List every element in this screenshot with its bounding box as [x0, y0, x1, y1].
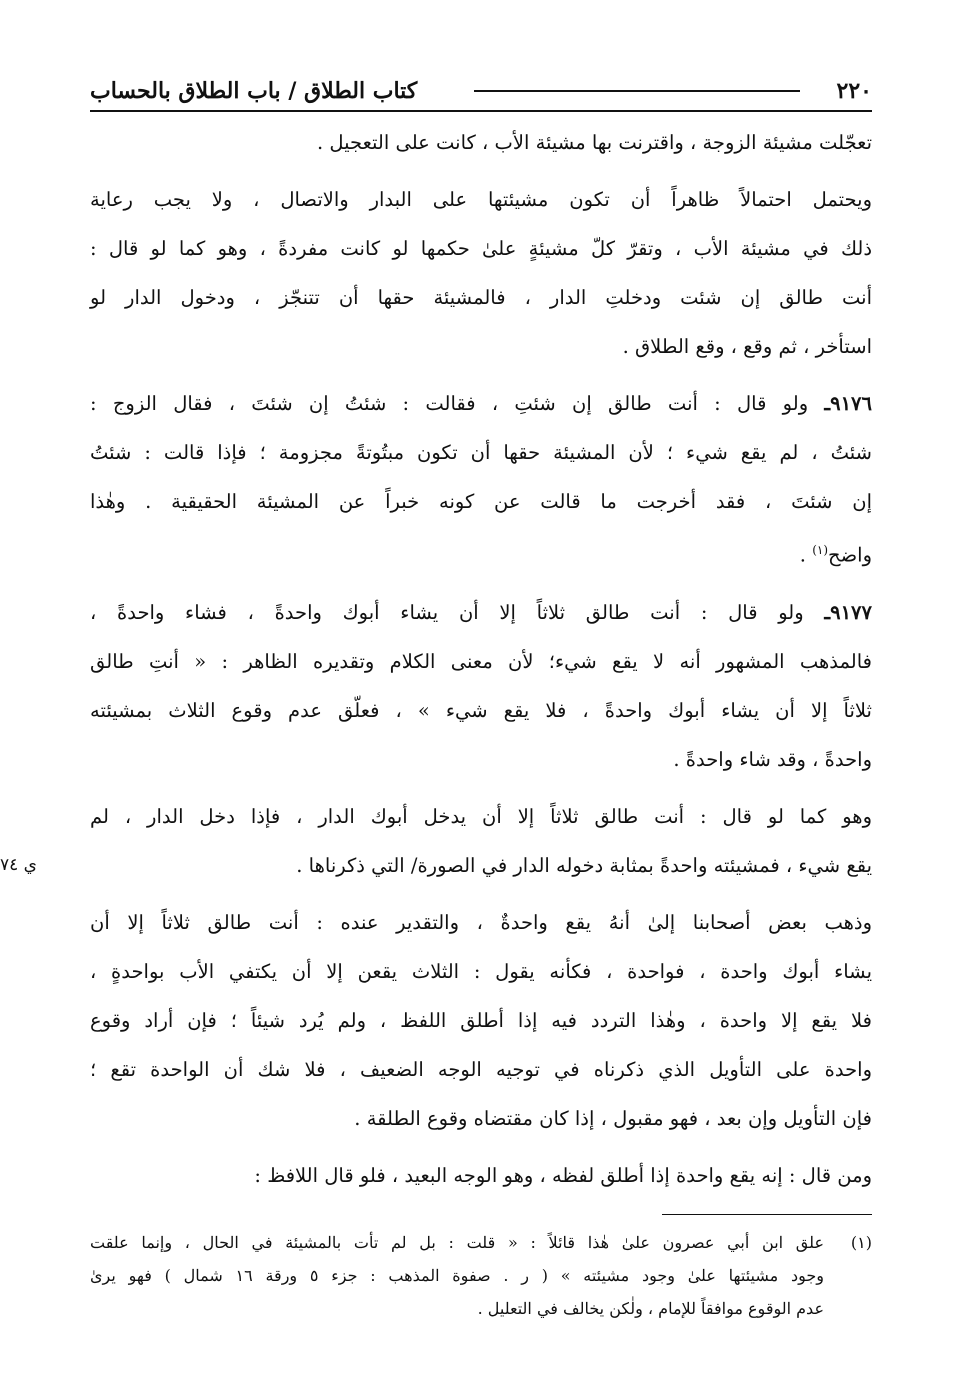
- text-line: واحدة على التأويل الذي ذكرناه في توجيه الوجه الضعيف ، فلا شك أن الواحدة تقع ؛: [90, 1057, 872, 1081]
- text-line: أنت طالق إن شئت ودخلتِ الدار ، فالمشيئة حقها أن تتنجّز ، ودخول الدار لو: [90, 286, 872, 309]
- running-title: كتاب الطلاق / باب الطلاق بالحساب: [90, 78, 418, 104]
- text-line: واحدةً ، وقد شاء واحدةً .: [673, 747, 872, 771]
- text-fragment: ولو قال : أنت طالق ثلاثاً إلا أن يشاء أبوك واحدةً ، فشاء واحدةً ،: [90, 600, 804, 624]
- text-line: ذلك في مشيئة الأب ، وتقرّ كلّ مشيئةٍ علىٰ حكمها لو كانت مفردةً ، وهو كما لو قال :: [90, 237, 872, 260]
- text-line: ثلاثاً إلا أن يشاء أبوك واحدةً ، فلا يقع شيء » ، فعلّق عدم وقوع الثلاث بمشيئته: [90, 698, 872, 722]
- paragraph-9177: [90, 588, 872, 784]
- paragraph: [0, 792, 873, 890]
- text-line: فالمذهب المشهور أنه لا يقع شيء؛ لأن معنى الكلام وتقديره الظاهر : « أنتِ طالق: [90, 649, 872, 673]
- footnote-reference[interactable]: (١): [812, 543, 829, 557]
- issue-number: ٩١٧٧ـ: [824, 600, 872, 624]
- footnote-line: عدم الوقوع موافقاً للإمام ، ولٰكن يخالف في التعليل .: [477, 1298, 824, 1318]
- text-line: ويحتمل احتمالاً ظاهراً أن تكون مشيئتها على البدار والاتصال ، ولا يجب رعاية: [90, 188, 872, 211]
- text-line: شئتُ ، لم يقع شيء ؛ لأن المشيئة حقها أن تكون مبتُوتةً مجزومة ؛ فإذا قالت : شئتُ: [90, 441, 872, 464]
- text-fragment: ولو قال : أنت طالق إن شئتِ ، فقالت : شئتُ إن شئتَ ، فقال الزوج :: [90, 392, 809, 415]
- text-line: [90, 526, 872, 580]
- manuscript-margin-note: ي ٧٤: [0, 854, 37, 875]
- book-page: [0, 76, 873, 1325]
- running-header: [90, 76, 872, 112]
- footnote-marker: (١): [850, 1232, 872, 1252]
- text-line: تعجّلت مشيئة الزوجة ، واقترنت بها مشيئة الأب ، كانت على التعجيل .: [316, 131, 872, 154]
- text-line: إن شئتَ ، فقد أخرجت ما قالت عن كونه خبراً عن المشيئة الحقيقية . وهٰذا: [90, 490, 872, 513]
- text-line: فإن التأويل وإن بعد ، فهو مقبول ، إذا كان مقتضاه وقوع الطلقة .: [354, 1106, 872, 1130]
- text-line: يشاء أبوك واحدة ، فواحدة ، فكأنه يقول : الثلاث يقعن إلا أن يكتفي الأب بواحدةٍ ،: [90, 959, 872, 983]
- footnote-separator: [662, 1214, 872, 1215]
- footnote: [90, 1226, 872, 1325]
- text-line: [90, 379, 872, 428]
- text-line: وهو كما لو قال : أنت طالق ثلاثاً إلا أن يدخل أبوك الدار ، فإذا دخل الدار ، لم: [90, 804, 873, 828]
- text-fragment: واضح: [828, 543, 872, 567]
- text-fragment: .: [799, 543, 813, 567]
- text-line: [90, 588, 872, 637]
- text-line: ومن قال : إنه يقع واحدة إذا أطلق لفظه ، وهو الوجه البعيد ، فلو قال اللافظ :: [254, 1163, 872, 1187]
- paragraph-9176: [90, 379, 872, 580]
- footnote-line: وجود مشيئتها علىٰ وجود مشيئته » ( ر . صفوة المذهب : جزء ٥ ورقة ١٦ شمال ) فهو يرىٰ: [90, 1265, 824, 1285]
- text-line: فلا يقع إلا واحدة ، وهٰذا التردد فيه إذا أطلق اللفظ ، ولم يُرد شيئاً ؛ فإن أراد وقوع: [90, 1008, 872, 1032]
- paragraph: [90, 118, 872, 167]
- issue-number: ٩١٧٦ـ: [824, 392, 873, 415]
- paragraph: [90, 175, 872, 371]
- header-rule: [474, 90, 800, 92]
- footnote-line: علق ابن أبي عصرون علىٰ هٰذا قائلاً : « قلت : بل لم تأت بالمشيئة في الحال ، وإنما علقت: [90, 1232, 824, 1252]
- text-line: وذهب بعض أصحابنا إلىٰ أنهُ يقع واحدةٌ ، والتقدير عنده : أنت طالق ثلاثاً إلا أن: [90, 910, 872, 934]
- page-number: ٢٢٠: [836, 78, 872, 104]
- text-line: استأخر ، ثم وقع ، وقع الطلاق .: [622, 335, 872, 358]
- paragraph: [90, 898, 872, 1143]
- paragraph: [90, 1151, 872, 1200]
- text-line: يقع شيء ، فمشيئته واحدةً بمثابة دخوله الدار في الصورة/ التي ذكرناها .: [296, 853, 872, 877]
